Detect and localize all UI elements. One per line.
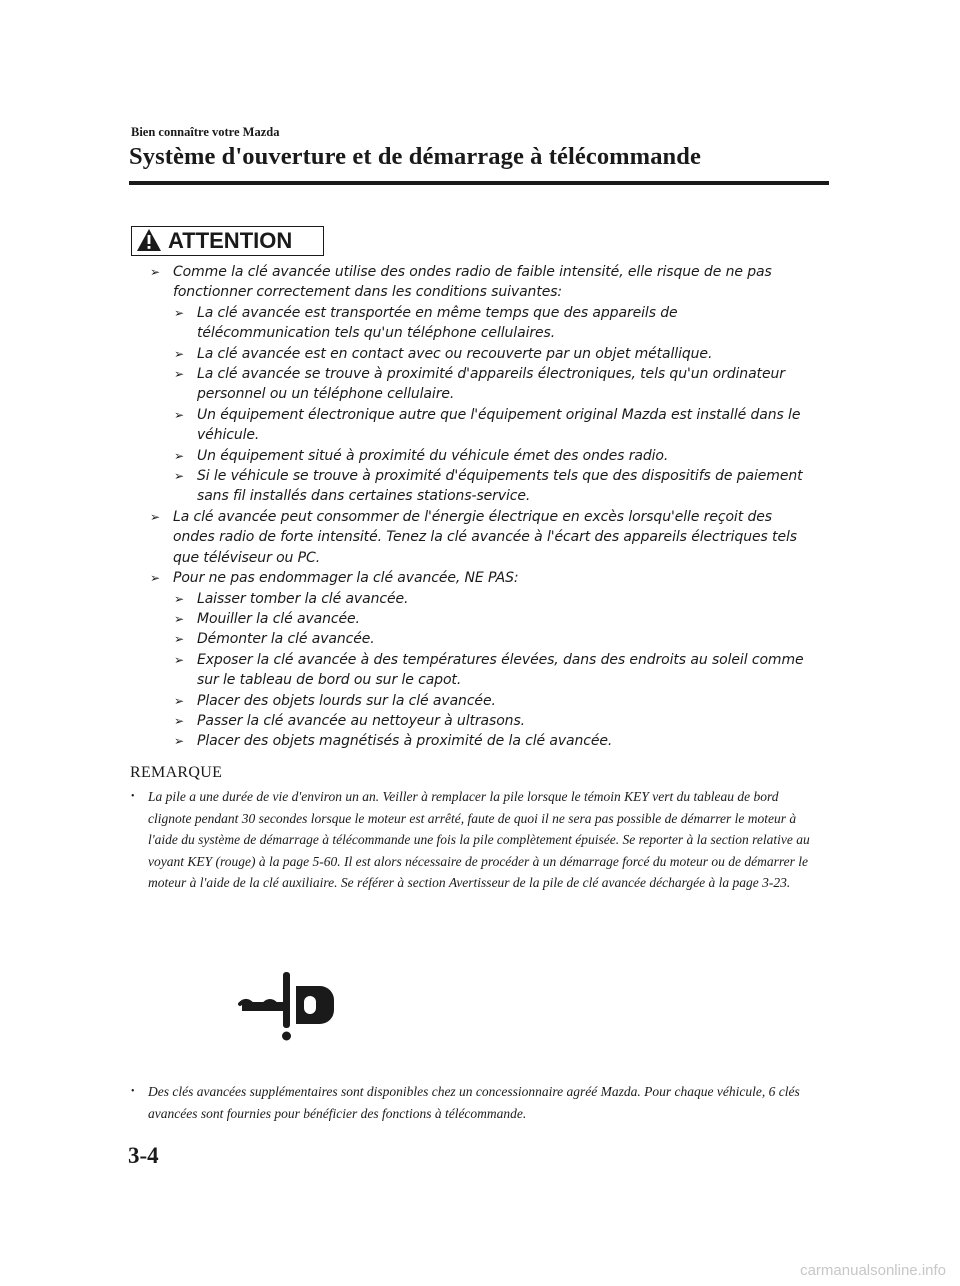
list-item — [150, 731, 810, 751]
arrow-bullet-icon: ➢ — [150, 571, 160, 586]
note-text: Des clés avancées supplémentaires sont disponibles chez un concessionnaire agréé Mazda. Pour chaque véhicule, 6 clés avancées sont fournies pour bénéficier des fonctions à télécommande. — [148, 1084, 800, 1121]
list-item — [150, 364, 810, 405]
watermark: carmanualsonline.info — [800, 1262, 946, 1279]
arrow-bullet-icon: ➢ — [174, 591, 184, 606]
list-item — [150, 629, 810, 649]
arrow-bullet-icon: ➢ — [174, 367, 184, 382]
list-item — [150, 466, 810, 507]
list-item — [150, 446, 810, 466]
attention-label: ATTENTION — [168, 228, 293, 253]
list-item-text: Comme la clé avancée utilise des ondes radio de faible intensité, elle risque de ne pas fonctionner correctement dans les conditions suivantes: — [173, 264, 772, 301]
arrow-bullet-icon: ➢ — [174, 734, 184, 749]
note-list — [131, 786, 811, 894]
list-item — [131, 1081, 811, 1124]
list-item-text: Laisser tomber la clé avancée. — [197, 590, 409, 607]
list-item-text: Un équipement situé à proximité du véhicule émet des ondes radio. — [197, 447, 669, 464]
arrow-bullet-icon: ➢ — [150, 509, 160, 524]
list-item — [150, 262, 810, 303]
list-item-text: Démonter la clé avancée. — [197, 631, 375, 648]
arrow-bullet-icon: ➢ — [174, 469, 184, 484]
list-item-text: Si le véhicule se trouve à proximité d'équipements tels que des dispositifs de paiement sans fil installés dans certaines stations-service. — [197, 468, 803, 505]
list-item-text: Pour ne pas endommager la clé avancée, NE PAS: — [173, 570, 519, 587]
arrow-bullet-icon: ➢ — [150, 265, 160, 279]
list-item — [150, 589, 810, 609]
arrow-bullet-icon: ➢ — [174, 448, 184, 463]
list-item — [150, 650, 810, 691]
list-item-text: Placer des objets lourds sur la clé avancée. — [197, 692, 496, 709]
warning-triangle-icon — [136, 228, 162, 252]
list-item — [150, 568, 810, 588]
arrow-bullet-icon: ➢ — [174, 407, 184, 422]
bullet-icon: • — [131, 791, 135, 802]
list-item — [150, 691, 810, 711]
list-item-text: Un équipement électronique autre que l'équipement original Mazda est installé dans le véhicule. — [197, 406, 801, 444]
list-item-text: Placer des objets magnétisés à proximité de la clé avancée. — [197, 733, 613, 750]
list-item-text: La clé avancée se trouve à proximité d'appareils électroniques, tels qu'un ordinateur personnel ou un téléphone cellulaire. — [197, 366, 785, 403]
page-number: 3-4 — [128, 1143, 159, 1168]
key-indicator-icon — [236, 970, 336, 1044]
list-item-text: La clé avancée est transportée en même temps que des appareils de télécommunication tels qu'un téléphone cellulaires. — [197, 304, 678, 342]
list-item — [150, 303, 810, 344]
list-item-text: Passer la clé avancée au nettoyeur à ultrasons. — [197, 712, 525, 729]
remarque-heading: REMARQUE — [130, 764, 223, 781]
list-item — [131, 786, 811, 894]
arrow-bullet-icon: ➢ — [174, 346, 184, 361]
arrow-bullet-icon: ➢ — [174, 693, 184, 708]
list-item — [150, 344, 810, 364]
note-text: La pile a une durée de vie d'environ un an. Veiller à remplacer la pile lorsque le témoin KEY vert du tableau de bord clignote pendant 30 secondes lorsque le moteur est arrêté, faute de quoi il ne sera pas possible de démarrer le moteur à l'aide du système de démarrage à télécommande une fois la pile complètement épuisée. Se reporter à la section relative au voyant KEY (rouge) à la page 5-60. Il est alors nécessaire de procéder à un démarrage forcé du moteur ou de démarrer le moteur à l'aide de la clé auxiliaire. Se référer à section Avertisseur de la pile de clé avancée déchargée à la page 3-23. — [148, 789, 810, 891]
attention-box — [131, 226, 324, 256]
note-list — [131, 1081, 811, 1124]
section-heading: Bien connaître votre Mazda — [131, 125, 280, 139]
page-title: Système d'ouverture et de démarrage à télécommande — [129, 143, 701, 170]
arrow-bullet-icon: ➢ — [174, 611, 184, 626]
list-item-text: Exposer la clé avancée à des températures élevées, dans des endroits au soleil comme sur le tableau de bord ou sur le capot. — [197, 651, 804, 689]
list-item — [150, 711, 810, 731]
arrow-bullet-icon: ➢ — [174, 632, 184, 647]
list-item — [150, 507, 810, 568]
attention-list — [150, 262, 810, 752]
list-item-text: La clé avancée peut consommer de l'énergie électrique en excès lorsqu'elle reçoit des ondes radio de forte intensité. Tenez la clé avancée à l'écart des appareils électriques tels que téléviseur ou PC. — [173, 508, 797, 566]
list-item-text: Mouiller la clé avancée. — [197, 610, 360, 627]
arrow-bullet-icon: ➢ — [174, 713, 184, 728]
arrow-bullet-icon: ➢ — [174, 652, 184, 667]
arrow-bullet-icon: ➢ — [174, 305, 184, 320]
bullet-icon: • — [131, 1086, 135, 1097]
list-item — [150, 609, 810, 629]
title-rule — [129, 181, 829, 185]
list-item — [150, 405, 810, 446]
list-item-text: La clé avancée est en contact avec ou recouverte par un objet métallique. — [197, 345, 713, 362]
